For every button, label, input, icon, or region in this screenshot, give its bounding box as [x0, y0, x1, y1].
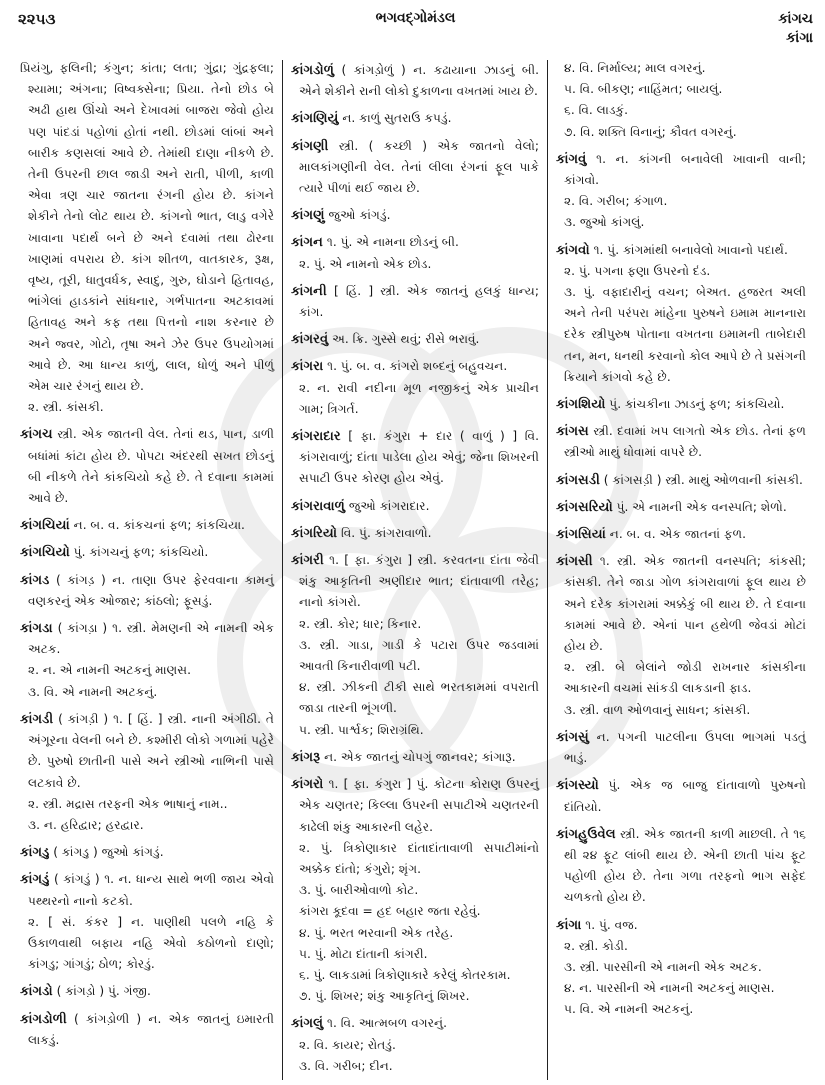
definition-text: ( કાંગડ઼ું ) ૧. ન. ધાન્ય સાથે ભળી જાય એવો પથ્થરનો નાનો કટકો. — [28, 872, 275, 908]
entry-definition — [291, 205, 539, 226]
sense-line: ૬. પું. લાકડામાં ત્રિકોણાકારે કરેલું કોતરકામ. — [299, 967, 511, 982]
dictionary-entry — [20, 515, 274, 536]
definition-text: ૧. પું. વજ. — [585, 917, 638, 932]
sense-line: ૩. ન. હરિદ્વાર; હરદ્વાર. — [28, 817, 144, 832]
sense-line: ૩. વિ. એ નામની અટકનું. — [28, 684, 158, 699]
headword: કાંગરી — [291, 553, 324, 569]
headword: કાંગસી — [556, 554, 593, 570]
definition-text: ( કાંગડ઼ી ) ૧. [ હિં. ] સ્ત્રી. નાની અંગીઠી. તે અંગૂરના વેલની બને છે. કશ્મીરી લોકો ગળામાં પહેરે છે. પુરુષો છાતીની પાસે અને સ્ત્રીઓ નાભિની પાસે લટકાવે છે. — [28, 711, 274, 790]
dictionary-entry — [291, 774, 539, 1007]
headword: કાંગરાદાર — [291, 429, 341, 445]
running-title: ભગવદ્ગોમંડલ — [375, 10, 456, 26]
headword: કાંગા — [556, 917, 582, 933]
sense-line: ૭. વિ. શક્તિ વિનાનું; કૌવત વગરનું. — [564, 124, 737, 139]
dictionary-entry — [20, 618, 274, 703]
definition-text: ( કાંગડ઼ ) ન. તાણા ઉપર ફેરવવાના કામનું વણકરનું એક ઓજાર; કાંઠલો; ફૂસડું. — [28, 572, 274, 608]
headword: કાંગડો — [20, 984, 53, 1000]
guide-word-last: કાંગા — [786, 30, 813, 46]
sense-line: ૩. સ્ત્રી. વાળ ઓળવાનું સાધન; કાંસકી. — [564, 702, 751, 717]
definition-text: પું. એ નામની એક વનસ્પતિ; શેળો. — [616, 499, 787, 514]
entry-definition — [291, 232, 539, 253]
entry-definition — [20, 570, 274, 612]
dictionary-entry — [556, 149, 806, 234]
headword: કાંગચ — [20, 427, 53, 443]
headword: કાંગસરિયો — [556, 499, 613, 515]
entry-definition — [20, 515, 274, 536]
definition-text: ન. બ. વ. કાંકચનાં ફળ; કાંકચિયા. — [73, 518, 245, 533]
definition-text: સ્ત્રી. એક જાતની કાળી માછલી. તે ૧૬ થી ૨૪ ફૂટ લાંબી થાય છે. એની છાતી પાંચ ફૂટ પહોળી હોય છે. તેના ગળા તરફનો ભાગ સફેદ ચળકતો હોય છે. — [564, 826, 806, 905]
entry-definition — [291, 60, 539, 102]
sense-line: ૨. સ્ત્રી. કાંસકી. — [28, 400, 104, 415]
headword: કાંગરાવાળું — [291, 498, 345, 514]
definition-text: [ હિં. ] સ્ત્રી. એક જાતનું હલકું ધાન્ય; કાંગ. — [299, 283, 540, 320]
sense-line: ૨. પું. પગના ફણા ઉપરનો દંડ. — [564, 263, 711, 278]
entry-definition — [556, 240, 806, 261]
definition-text: ૧. વિ. આત્મબળ વગરનું. — [327, 1016, 447, 1031]
headword: કાંગસ્યો — [556, 778, 599, 794]
headword: કાંગરો — [291, 777, 324, 793]
definition-text: સ્ત્રી. દવામાં ખપ લાગતો એક છોડ. તેનાં ફળ સ્ત્રીઓ માથું ધોવામાં વાપરે છે. — [564, 424, 807, 460]
sense-line: ૨. સ્ત્રી. કોર; ધાર; કિનાર. — [299, 616, 422, 631]
sense-line: ૨. પું. ત્રિકોણાકાર દાંતાદાંતાવાળી સપાટીમાંનો અક્કેક દાંતો; કંગુરો; શૃંગ. — [299, 840, 539, 876]
headword: કાંગણું — [291, 208, 325, 224]
headword: કાંગલું — [291, 1016, 324, 1032]
headword: કાંગચિયાં — [20, 518, 70, 534]
entry-definition — [20, 869, 274, 911]
sense-line: ૩. સ્ત્રી. પારસીની એ નામની એક અટક. — [564, 959, 762, 974]
entry-definition — [291, 426, 539, 490]
dictionary-entry — [20, 542, 274, 563]
entry-definition — [556, 470, 806, 491]
dictionary-entry — [20, 570, 274, 612]
dictionary-entry — [291, 108, 539, 129]
sense-line: ૫. વિ. બીકણ; નાહિંમત; બાયલું. — [564, 82, 723, 97]
headword: કાંગવું — [556, 151, 587, 167]
dictionary-entry — [556, 497, 806, 518]
definition-text: [ ફા. કંગુરા + દાર ( વાળું ) ] વિ. કાંગરાવાળું; દાંતા પાડેલા હોય એવું; જેના શિખરની સપાટી ઉપર કોરણ હોય એવું. — [299, 429, 539, 486]
definition-text: જુઓ કાંગરાદાર. — [348, 498, 430, 513]
entry-definition — [291, 136, 539, 200]
entry-definition — [20, 842, 274, 863]
definition-text: ( કાંગડ઼ોળી ) ન. એક જાતનું ઇમારતી લાકડું. — [28, 1011, 275, 1047]
headword: કાંગન — [291, 235, 323, 251]
entry-definition — [291, 523, 539, 544]
headword: કાંગડ — [20, 572, 50, 588]
sense-line: ૨. ન. એ નામની અટકનું માણસ. — [28, 663, 192, 678]
sense-line: ૨. સ્ત્રી. બે બેલાંને જોડી રાખનાર કાંસકીના આકારની વચમાં સાંકડી લાકડાની ફાડ. — [564, 660, 806, 696]
sense-line: ૨. સ્ત્રી. કોડી. — [564, 938, 628, 953]
definition-text: ૧. પું. કાંગમાંથી બનાવેલો ખાવાનો પદાર્થ. — [593, 242, 788, 257]
entry-definition — [556, 149, 806, 191]
headword: કાંગશિયો — [556, 397, 606, 413]
headword: કાંગહુઉવેલ — [556, 826, 616, 842]
sense-line: ૨. પું. એ નામનો એક છોડ. — [299, 256, 432, 271]
headword: કાંગરવું — [291, 332, 329, 348]
entry-definition — [20, 424, 274, 509]
dictionary-entry — [291, 205, 539, 226]
sense-line: ૨. ન. રાવી નદીના મૂળ નજીકનું એક પ્રાચીન ગામ; ત્રિગર્ત. — [299, 380, 539, 416]
headword: કાંગરૂ — [291, 749, 321, 765]
sense-line: ૪. વિ. નિર્માલ્ય; માલ વગરનું. — [564, 61, 706, 75]
dictionary-entry — [291, 426, 539, 490]
sense-line: ૨. વિ. કાયર; રોતડું. — [299, 1037, 396, 1052]
entry-definition — [556, 394, 806, 415]
headword: કાંગસ — [556, 424, 589, 440]
dictionary-entry — [291, 136, 539, 200]
guide-word-first: કાંગચ — [778, 11, 813, 27]
headword: કાંગરા — [291, 359, 324, 375]
dictionary-entry — [291, 550, 539, 741]
dictionary-entry — [291, 232, 539, 274]
column-3 — [548, 52, 814, 1080]
sense-line: ૪. પું. ભરત ભરવાની એક તરેહ. — [299, 925, 454, 940]
dictionary-entry — [291, 60, 539, 102]
entry-definition — [291, 281, 539, 323]
dictionary-entry — [20, 1009, 274, 1051]
sense-line: ૩. જુઓ કાંગલું. — [564, 215, 645, 230]
page-number: ૨૨૫૩ — [18, 10, 56, 28]
page-header — [18, 6, 813, 46]
definition-text: પું. કાંચકીના ઝાડનું ફળ; કાંકચિયો. — [609, 397, 785, 412]
headword: કાંગડુ — [20, 845, 50, 861]
definition-text: ( કાંગડ઼ા ) ૧. સ્ત્રી. મેમણની એ નામની એક અટક. — [28, 621, 274, 657]
headword: કાંગરિયો — [291, 525, 338, 541]
dictionary-entry — [20, 981, 274, 1002]
entry-definition — [20, 542, 274, 563]
definition-text: જુઓ કાંગડું. — [328, 208, 391, 223]
dictionary-entry — [556, 394, 806, 415]
dictionary-entry — [291, 356, 539, 420]
dictionary-entry — [556, 551, 806, 721]
headword: કાંગડોળું — [291, 63, 334, 78]
entry-definition — [20, 709, 274, 794]
definition-text: ( કાંગડ઼ો ) પું. ગંજી. — [56, 984, 151, 999]
entry-definition — [556, 421, 806, 463]
sense-line: કાંગરા કૂદવા = હદ બહાર જતા રહેવું. — [299, 904, 481, 919]
entry-definition — [556, 824, 806, 909]
sense-line: ૬. વિ. લાડકું. — [564, 103, 629, 118]
entry-definition — [291, 496, 539, 517]
definition-text: ૧. [ ફા. કંગુરા ] પું. કોટના કોરાણ ઉપરનું એક ચણતર; કિલ્લા ઉપરની સપાટીએ ચણતરની કાઢેલી શંકુ આકારની લહેર. — [299, 777, 539, 834]
definition-text: ૧. [ ફા. કંગુરા ] સ્ત્રી. કરવતના દાંતા જેવી શંકુ આકૃતિની અણીદાર ભાત; દાંતાવાળી તરેહ; નાનો કાંગરો. — [299, 553, 539, 610]
sense-line: ૨. [ સં. કંકર ] ન. પાણીથી પલળે નહિ કે ઉકાળવાથી બફાય નહિ એવો કઠોળનો દાણો; કાંગડુ; ગાંગડું; ઠોળ; કોરડું. — [28, 914, 274, 972]
sense-line: ૩. વિ. ગરીબ; દીન. — [299, 1058, 393, 1073]
headword: કાંગડા — [20, 621, 53, 637]
definition-text: ( કાંગડ઼ુ ) જુઓ કાંગડું. — [53, 845, 164, 860]
entry-definition — [20, 58, 274, 397]
dictionary-entry — [556, 727, 806, 769]
definition-text: ૧. સ્ત્રી. એક જાતની વનસ્પતિ; કાંકસી; કાંસકી. તેને જાડા ગોળ કાંગરાવાળાં ફૂલ થાય છે અને દરેક કાંગરામાં અક્કેકું બી થાય છે. તે દવાના કામમાં આવે છે. એનાં પાન હથેળી જેવડાં મોટાં હોય છે. — [564, 554, 806, 654]
entry-definition — [291, 108, 539, 129]
dictionary-entry — [291, 1013, 539, 1077]
entry-definition — [556, 497, 806, 518]
entry-definition — [20, 1009, 274, 1051]
sense-line: ૫. વિ. એ નામની અટકનું. — [564, 1002, 694, 1017]
dictionary-entry — [556, 775, 806, 817]
definition-text: વિ. પું. કાંગરાવાળો. — [340, 525, 432, 540]
definition-text: સ્ત્રી. ( કચ્છી ) એક જાતનો વેલો; માલકાંગણીની વેલ. તેનાં લીલા રંગનાં ફૂલ પાકે ત્યારે પીળાં થઈ જાય છે. — [299, 138, 539, 196]
headword: કાંગની — [291, 283, 327, 299]
entry-definition — [291, 747, 539, 768]
dictionary-entry — [291, 747, 539, 768]
sense-line: ૪. સ્ત્રી. ઝીકની ટીકી સાથે ભરતકામમાં વપરાતી જાડા તારની ભૂંગળી. — [299, 680, 539, 716]
entry-definition — [556, 727, 806, 769]
definition-text: ૧. પું. બ. વ. કાંગરો શબ્દનું બહુવચન. — [327, 359, 508, 374]
entry-definition — [556, 524, 806, 545]
headword: કાંગચિયો — [20, 545, 70, 561]
definition-text: ન. એક જાતનું ચોપગું જાનવર; કાંગારૂ. — [324, 749, 516, 764]
dictionary-entry — [556, 470, 806, 491]
sense-line: ૫. પું. મોટા દાંતાની કાંગરી. — [299, 946, 428, 961]
column-1 — [14, 52, 282, 1080]
entry-definition — [291, 329, 539, 350]
dictionary-columns — [14, 52, 814, 1080]
dictionary-entry — [20, 842, 274, 863]
definition-text: ( કાંગસડ઼ી ) સ્ત્રી. માથું ઓળવાની કાંસકી. — [603, 472, 803, 487]
entry-definition — [556, 915, 806, 936]
dictionary-entry — [556, 240, 806, 388]
sense-line: ૨. સ્ત્રી. મદ્રાસ તરફની એક ભાષાનું નામ.. — [28, 796, 228, 811]
definition-text: ન. પગની પાટલીના ઉપલા ભાગમાં પડતું ભાડું. — [564, 729, 806, 766]
column-2 — [282, 60, 548, 1080]
headword: કાંગસિયાં — [556, 527, 606, 543]
dictionary-entry — [20, 58, 274, 418]
headword: કાંગવો — [556, 242, 590, 258]
dictionary-entry — [556, 58, 806, 143]
entry-definition — [556, 551, 806, 657]
definition-text: ન. બ. વ. એક જાતનાં ફળ. — [609, 527, 746, 542]
definition-text: પ્રિયંગુ, ફલિની; કંગુન; કાંતા; લતા; ગુંદ્રા; ગુંદ્રફલા; શ્યામા; અંગના; વિષ્વક્સેના; પ્રિયા. તેનો છોડ બે અઢી હાથ ઊંચો અને દેખાવમાં બાજરા જેવો હોય પણ પાંદડાં પહોળાં હોતાં નથી. છોડમાં લાંબાં અને બારીક કણસલાં આવે છે. તેમાંથી દાણા નીકળે છે. તેની ઉપરની છાલ જાડી અને રાતી, પીળી, કાળી એવા ત્રણ ચાર જાતના રંગની હોય છે. કાંગને શેકીને તેનો લોટ થાય છે. કાંગનો ભાત, લાડુ વગેરે ખાવાના પદાર્થ બને છે અને દવામાં તથા ઢોરના ખાણમાં વપરાય છે. કાંગ શીતળ, વાતકારક, રૂક્ષ, વૃષ્ય, તૂરી, ધાતુવર્ધક, સ્વાદુ, ગુરુ, ઘોડાને હિતાવહ, ભાંગેલાં હાડકાંને સાંધનાર, ગર્ભપાતના અટકાવમાં હિતાવહ અને કફ તથા પિત્તનો નાશ કરનાર છે અને જ્વર, ગોટો, તૃષા અને ઝેર ઉપર ઉપયોગમાં આવે છે. આ ધાન્ય કાળું, લાલ, ધોળું અને પીળું એમ ચાર રંગનું થાય છે. — [20, 61, 274, 394]
dictionary-entry — [556, 824, 806, 909]
headword: કાંગસડી — [556, 472, 600, 488]
dictionary-entry — [291, 329, 539, 350]
headword: કાંગડોળી — [20, 1011, 67, 1027]
dictionary-entry — [291, 496, 539, 517]
headword: કાંગણિયું — [291, 111, 339, 127]
headword: કાંગસું — [556, 729, 589, 745]
sense-line: ૨. વિ. ગરીબ; કંગાળ. — [564, 194, 668, 209]
definition-text: ( કાંગડ઼ોળું ) ન. કઢાયાના ઝાડનું બી. એને શેકીને રાની લોકો દુકાળના વખતમાં ખાય છે. — [299, 63, 539, 99]
dictionary-entry — [556, 421, 806, 463]
dictionary-entry — [291, 523, 539, 544]
entry-definition — [291, 1013, 539, 1034]
definition-text: પું. કાંગચનું ફળ; કાંકચિયો. — [73, 545, 209, 560]
sense-line: ૩. પું. વફાદારીનું વચન; બેઅત. હજરત અલી અને તેની પરંપરા માંહેના પુરુષને ઇમામ માનનારા દરેક સ્ત્રીપુરુષ પોતાના વખતના ઇમામની તાબેદારી તન, મન, ધનથી કરવાનો કોલ આપે છે તે પ્રસંગની ક્રિયાને કાંગવો કહે છે. — [564, 285, 806, 384]
sense-line: ૪. ન. પારસીની એ નામની અટકનું માણસ. — [564, 981, 775, 996]
dictionary-entry — [556, 524, 806, 545]
sense-line: ૩. પું. બારીઓવાળો કોટ. — [299, 883, 419, 898]
dictionary-entry — [20, 709, 274, 836]
dictionary-entry — [291, 281, 539, 323]
sense-line: ૫. સ્ત્રી. પાર્શ્વક; શિરાગ્રંથિ. — [299, 722, 424, 737]
sense-line: ૭. પું. શિખર; શંકુ આકૃતિનું શિખર. — [299, 989, 470, 1004]
guide-words — [778, 10, 813, 48]
headword: કાંગડું — [20, 872, 50, 888]
dictionary-entry — [556, 915, 806, 1021]
definition-text: ન. કાળું સુતરાઉ કપડું. — [342, 111, 452, 126]
entry-definition — [291, 550, 539, 614]
sense-line: ૩. સ્ત્રી. ગાડા, ગાડી કે પટારા ઉપર જડવામાં આવતી કિનારીવાળી પટી. — [299, 637, 539, 674]
entry-definition — [291, 774, 539, 838]
definition-text: સ્ત્રી. એક જાતની વેલ. તેનાં થડ, પાન, ડાળી બધાંમાં કાંટા હોય છે. પોપટા અંદરથી સખત છોડનું બી નીકળે તેને કાંકચિયો કહે છે. તે દવાના કામમાં આવે છે. — [28, 427, 274, 506]
dictionary-entry — [20, 869, 274, 975]
entry-definition — [291, 356, 539, 377]
headword: કાંગડી — [20, 711, 54, 727]
definition-text: અ. ક્રિ. ગુસ્સે થવું; રીસે ભરાવું. — [332, 332, 480, 347]
definition-text: પું. એક જ બાજુ દાંતાવાળો પુરુષનો દાંતિયો. — [564, 778, 807, 814]
dictionary-entry — [20, 424, 274, 509]
entry-definition — [556, 775, 806, 817]
entry-definition — [20, 981, 274, 1002]
definition-text: ૧. પું. એ નામના છોડનું બી. — [326, 235, 459, 250]
headword: કાંગણી — [291, 138, 329, 154]
entry-definition — [20, 618, 274, 660]
definition-text: ૧. ન. કાંગની બનાવેલી ખાવાની વાની; કાંગવો. — [564, 151, 806, 188]
